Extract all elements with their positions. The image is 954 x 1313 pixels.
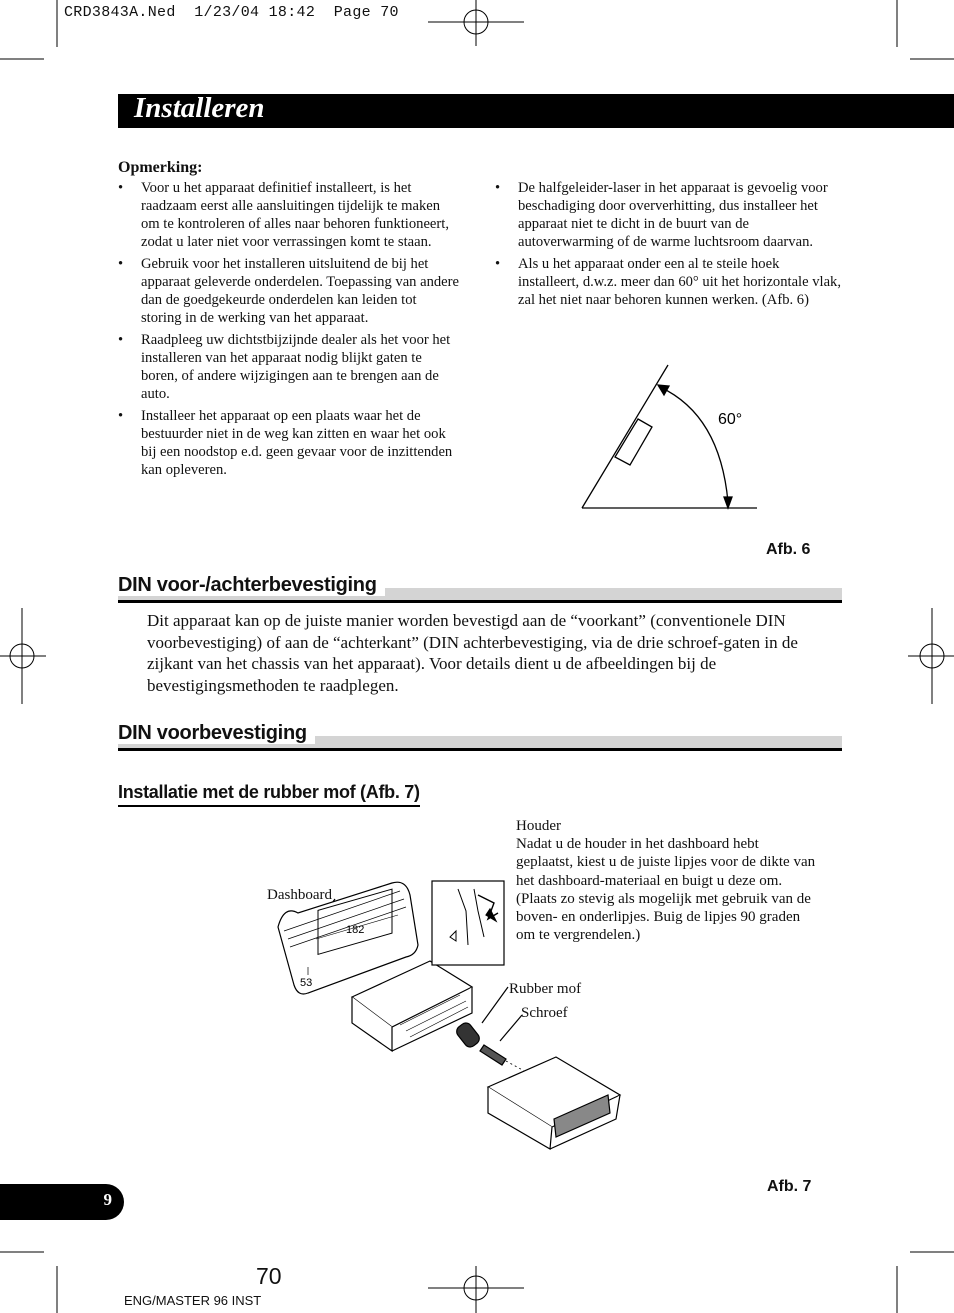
height-dimension: 53: [300, 977, 313, 989]
note-list-right: [495, 179, 843, 313]
section-title: DIN voorbevestiging: [118, 722, 315, 744]
detail-inset: [432, 881, 504, 965]
screw-label: Schroef: [521, 1005, 568, 1021]
page-number: 70: [256, 1263, 282, 1289]
device-outline: [615, 419, 652, 465]
incline-line: [582, 365, 668, 508]
note-item: • Installeer het apparaat op een plaats waar het de bestuurder niet in de weg kan zitten en waar het ook bij een noodstop e.d. geen gevaar voor de inzittenden kan opleveren.: [118, 407, 460, 479]
note-item: • Als u het apparaat onder een al te steile hoek installeert, d.w.z. meer dan 60° uit het horizontale vlak, zal het niet naar behoren kunnen werken. (Afb. 6): [495, 255, 843, 309]
rubber-label: Rubber mof: [509, 981, 582, 997]
note-item: • De halfgeleider-laser in het apparaat is gevoelig voor beschadiging door oververhitting, dus installeer het apparaat niet te dicht in de buurt van de autoverwarming of de warme luchtsroom daarvan.: [495, 179, 843, 251]
section-heading-din-front: [118, 722, 842, 752]
note-list-left: [118, 179, 460, 483]
section-tab-number: 9: [103, 1190, 112, 1209]
chapter-banner: [118, 94, 954, 128]
note-item: • Gebruik voor het installeren uitsluitend de bij het apparaat geleverde onderdelen. Toepassing van andere dan de goedgekeurde onderdelen kan leiden tot storing in de werking van het apparaat.: [118, 255, 460, 327]
chapter-title: Installeren: [134, 92, 265, 124]
section-body: Dit apparaat kan op de juiste manier worden bevestigd aan de “voorkant” (conventionele DIN voorbevestiging) of aan de “achterkant” (DIN achterbevestiging, via de drie schroef-gaten in de zijkant van het chassis van het apparaat). Voor details dient u de afbeeldingen bij de bevestigingsmethoden te raadplegen.: [147, 611, 798, 695]
rubber-bush: [454, 1021, 481, 1050]
subsection-title: Installatie met de rubber mof (Afb. 7): [118, 782, 420, 807]
section-heading-din: [118, 574, 842, 604]
note-item: • Raadpleeg uw dichtstbijzijnde dealer als het voor het installeren van het apparaat nodig blijkt gaten te boren, of andere wijzigingen aan te brengen aan de auto.: [118, 331, 460, 403]
width-dimension: 182: [346, 924, 365, 936]
angle-label: 60°: [718, 411, 743, 428]
screw: [480, 1045, 506, 1065]
angle-diagram: [570, 355, 770, 515]
note-item: • Voor u het apparaat definitief installeert, is het raadzaam eerst alle aansluitingen tijdelijk te maken om te kontroleren of alles naar behoren funktioneert, zodat u later niet voor verrassingen komt te staan.: [118, 179, 460, 251]
section-tab: [0, 1184, 124, 1220]
houder-note: (Plaats zo stevig als mogelijk met gebruik van de boven- en onderlipjes. Buig de lipjes 90 graden om te vergrendelen.): [516, 890, 811, 944]
houder-text: Nadat u de houder in het dashboard hebt geplaatst, kiest u de juiste lipjes voor de dikte van het dashboard-materiaal en buigt u deze om.: [516, 836, 816, 889]
mounting-illustration: [260, 875, 640, 1155]
figure-6-caption: Afb. 6: [766, 541, 811, 558]
note-title: Opmerking:: [118, 159, 203, 176]
figure-7-caption: Afb. 7: [767, 1178, 812, 1195]
dashboard-label: Dashboard: [267, 887, 332, 903]
angle-arc: [660, 387, 728, 502]
section-title: DIN voor-/achterbevestiging: [118, 574, 385, 596]
footer-code: ENG/MASTER 96 INST: [124, 1293, 262, 1308]
print-slug: CRD3843A.Ned 1/23/04 18:42 Page 70: [64, 4, 399, 21]
houder-title: Houder: [516, 818, 561, 834]
